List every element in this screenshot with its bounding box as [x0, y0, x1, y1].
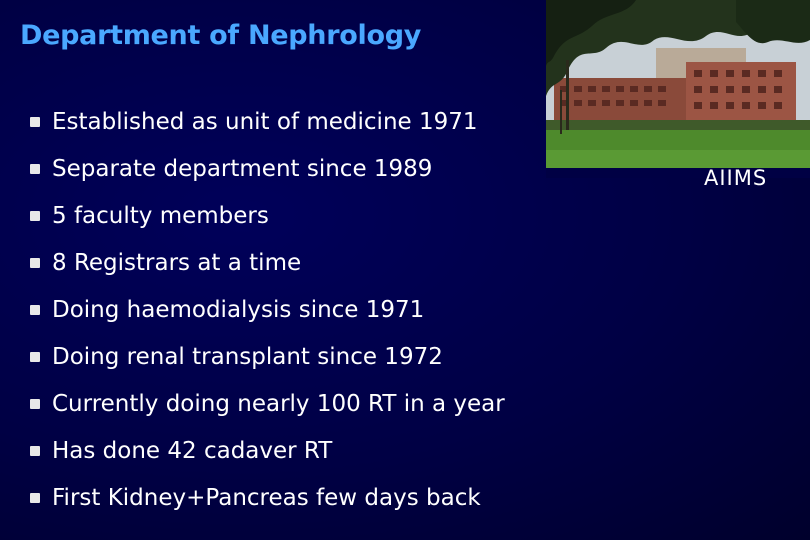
bullet-marker-icon [30, 164, 40, 174]
bullet-text: First Kidney+Pancreas few days back [52, 485, 481, 512]
bullet-text: Currently doing nearly 100 RT in a year [52, 391, 505, 418]
bullet-text: 8 Registrars at a time [52, 249, 302, 276]
bullet-text: Established as unit of medicine 1971 [52, 108, 478, 135]
bullet-marker-icon [30, 258, 40, 268]
bullet-item [30, 98, 505, 145]
bullet-marker-icon [30, 117, 40, 127]
bullet-item [30, 381, 505, 428]
bullet-list [30, 98, 505, 522]
bullet-item [30, 192, 505, 239]
bullet-marker-icon [30, 352, 40, 362]
bullet-marker-icon [30, 211, 40, 221]
slide-title: Department of Nephrology [20, 20, 422, 51]
bullet-text: Doing renal transplant since 1972 [52, 344, 443, 371]
bullet-item [30, 145, 505, 192]
bullet-text: Doing haemodialysis since 1971 [52, 296, 425, 323]
bullet-item [30, 333, 505, 380]
bullet-text: Separate department since 1989 [52, 155, 433, 182]
bullet-marker-icon [30, 493, 40, 503]
bullet-item [30, 428, 505, 475]
bullet-text: 5 faculty members [52, 202, 269, 229]
photo-caption: AIIMS [704, 166, 768, 190]
bullet-item [30, 286, 505, 333]
bullet-item [30, 239, 505, 286]
campus-photo [546, 0, 810, 178]
bullet-marker-icon [30, 399, 40, 409]
bullet-marker-icon [30, 305, 40, 315]
bullet-marker-icon [30, 446, 40, 456]
bullet-text: Has done 42 cadaver RT [52, 438, 333, 465]
bullet-item [30, 475, 505, 522]
